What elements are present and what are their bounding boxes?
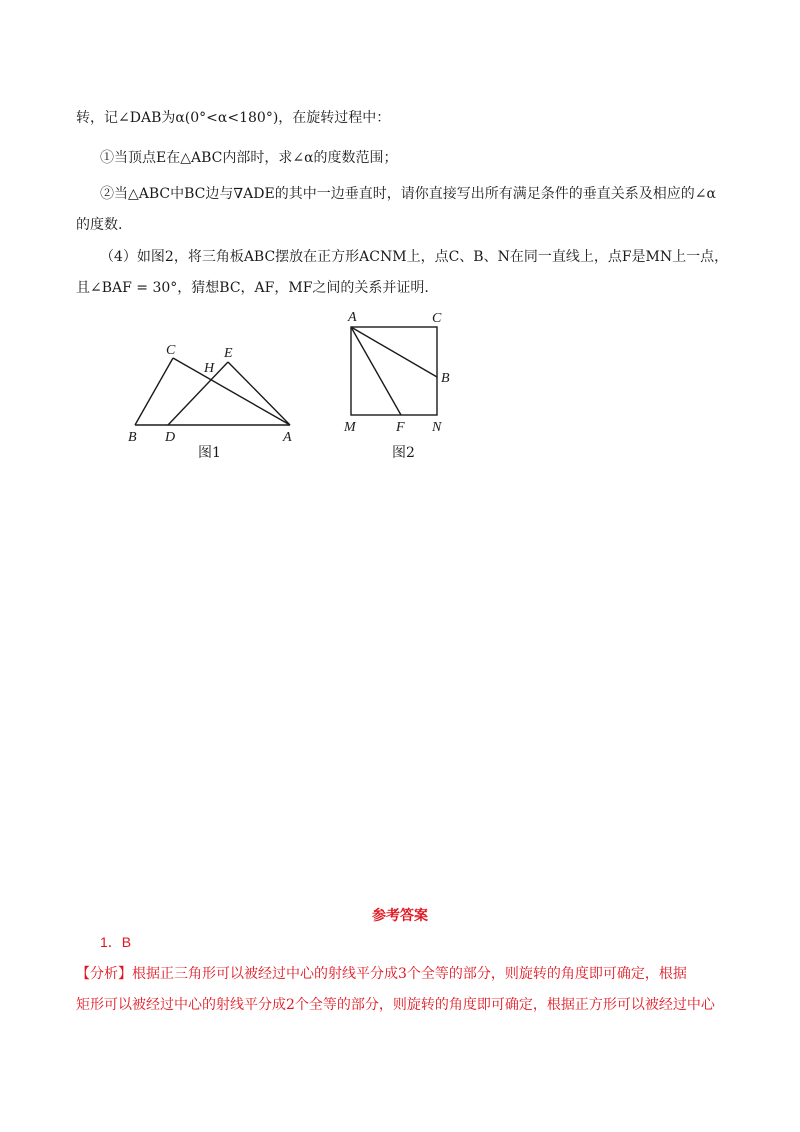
label-c: C <box>432 311 442 326</box>
label-c: C <box>166 343 176 358</box>
label-a: A <box>348 310 357 325</box>
figure-2-caption: 图2 <box>392 445 415 461</box>
answer-item-1: 1．B <box>100 934 132 950</box>
label-b: B <box>128 430 137 445</box>
segment-de <box>168 362 228 425</box>
problem-line-2: ①当顶点E在△ABC内部时，求∠α的度数范围； <box>100 150 398 166</box>
problem-line-1: 转，记∠DAB为α(0°<α<180°)，在旋转过程中： <box>76 110 391 126</box>
analysis-line-1 <box>76 964 687 984</box>
analysis-text-1: 根据正三角形可以被经过中心的射线平分成3个全等的部分，则旋转的角度即可确定，根据 <box>132 966 687 982</box>
segment-af <box>351 327 401 415</box>
segment-ca <box>173 358 290 425</box>
label-a: A <box>283 430 292 445</box>
segment-ab <box>351 327 437 377</box>
problem-line-4: 的度数. <box>76 217 123 233</box>
analysis-tag: 【分析】 <box>76 966 132 982</box>
analysis-line-2: 矩形可以被经过中心的射线平分成2个全等的部分，则旋转的角度即可确定，根据正方形可以被经过中心 <box>76 997 715 1013</box>
segment-bc <box>135 358 173 425</box>
label-b: B <box>441 371 450 386</box>
label-n: N <box>432 420 442 435</box>
label-h: H <box>204 361 215 376</box>
label-d: D <box>165 430 176 445</box>
answers-title: 参考答案 <box>372 908 428 924</box>
problem-line-3: ②当△ABC中BC边与∇ADE的其中一边垂直时，请你直接写出所有满足条件的垂直关系及相应的∠α <box>100 186 716 202</box>
problem-line-6: 且∠BAF = 30°，猜想BC，AF，MF之间的关系并证明. <box>76 280 429 296</box>
label-m: M <box>344 420 356 435</box>
segment-ea <box>228 362 290 425</box>
figure-1 <box>120 330 310 465</box>
figure-2 <box>340 305 460 465</box>
label-e: E <box>224 346 233 361</box>
problem-line-5: （4）如图2，将三角板ABC摆放在正方形ACNM上，点C、B、N在同一直线上，点F是MN上一点， <box>100 249 729 265</box>
label-f: F <box>396 420 405 435</box>
figure-1-caption: 图1 <box>198 445 221 461</box>
